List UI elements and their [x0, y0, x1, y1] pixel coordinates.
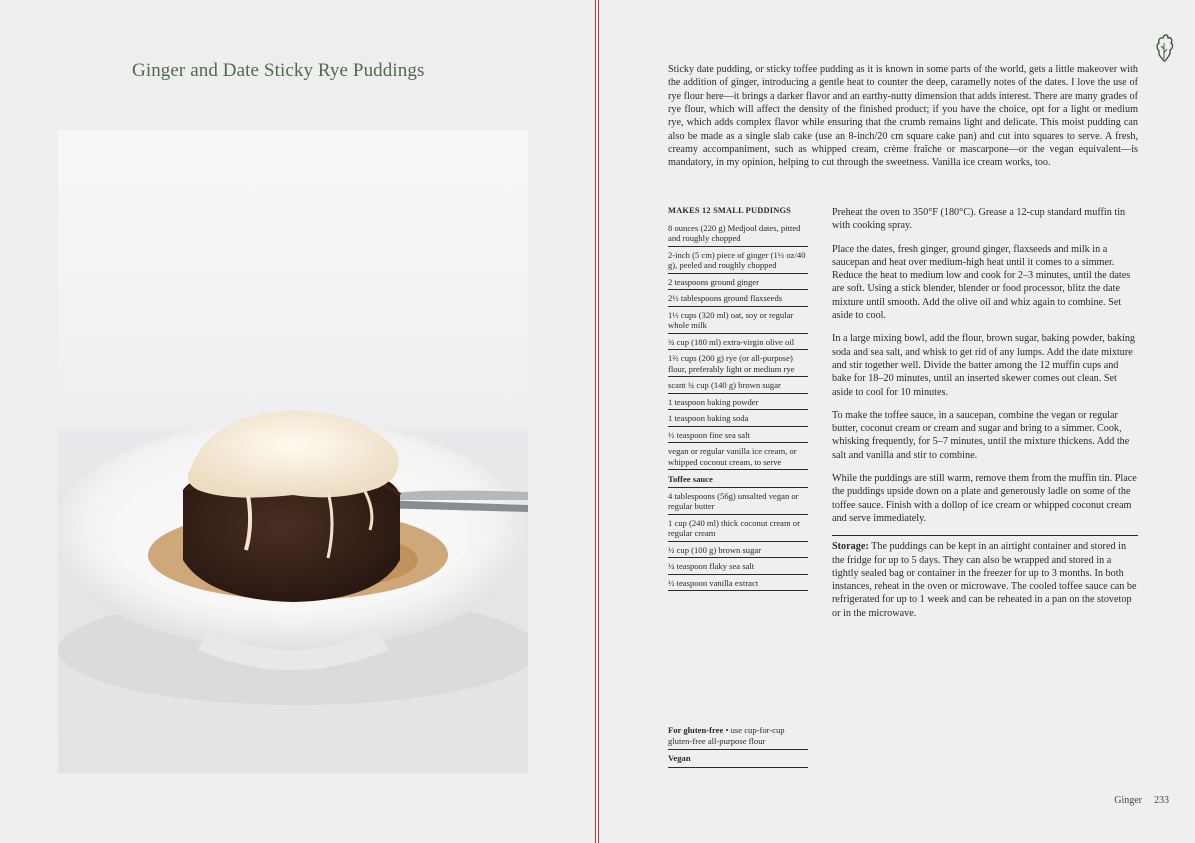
yield-heading: MAKES 12 SMALL PUDDINGS [668, 206, 792, 215]
section-name: Ginger [1114, 795, 1142, 806]
ingredient-item: 2-inch (5 cm) piece of ginger (1½ oz/40 g), peeled and roughly chopped [668, 247, 808, 274]
ingredient-item: 2 teaspoons ground ginger [668, 274, 808, 291]
ingredient-item: ¾ cup (180 ml) extra-virgin olive oil [668, 334, 808, 351]
method-step: To make the toffee sauce, in a saucepan, combine the vegan or regular butter, coconut cream or cream and sugar and bring to a simmer. Cook, whisking frequently, for 5–7 minutes, until the mixture thickens. Add the salt and vanilla and stir to combine. [832, 409, 1130, 461]
method-step: Place the dates, fresh ginger, ground ginger, flaxseeds and milk in a saucepan and heat over medium-high heat until it comes to a simmer. Reduce the heat to medium low and cook for 2–3 minutes, until the dates are soft. Using a stick blender, blender or food processor, blitz the date mixture until smooth. Add the olive oil and whiz again to combine. Set aside to cool. [832, 243, 1131, 322]
method-step: In a large mixing bowl, add the flour, brown sugar, baking powder, baking soda and sea salt, and whisk to get rid of any lumps. Add the date mixture and stir together well. Divide the batter among the 12 muffin cups and bake for 18–20 minutes, until an inserted skewer comes out clean. Set aside to cool for 10 minutes. [832, 333, 1136, 398]
pudding-photo-illustration [58, 130, 528, 773]
ingredient-item: vegan or regular vanilla ice cream, or whipped coconut cream, to serve [668, 443, 808, 470]
gluten-free-text: • use cup-for-cup gluten-free all-purpose flour [668, 725, 785, 746]
recipe-title: Ginger and Date Sticky Rye Puddings [132, 60, 425, 81]
gluten-free-note [668, 722, 808, 750]
ingredient-item: 1⅓ cups (320 ml) oat, soy or regular whole milk [668, 307, 808, 334]
sauce-ingredient-item: ¼ teaspoon flaky sea salt [668, 558, 808, 575]
storage-label: Storage: [832, 541, 869, 553]
page-folio [1102, 795, 1169, 806]
left-page [0, 0, 595, 843]
storage-text: The puddings can be kept in an airtight container and stored in the fridge for up to 5 days. They can also be wrapped and stored in a tightly sealed bag or container in the freezer for up to 3 months. In both instances, reheat in the oven or microwave. The cooled toffee sauce can be refrigerated for up to 1 week and can be reheated in a pan on the stovetop or in the microwave. [832, 541, 1137, 619]
page-number: 233 [1154, 795, 1169, 806]
ingredient-item: 8 ounces (220 g) Medjool dates, pitted and roughly chopped [668, 220, 808, 247]
ginger-root-icon [1153, 31, 1175, 63]
ingredient-item: scant ¾ cup (140 g) brown sugar [668, 377, 808, 394]
method-step: Preheat the oven to 350°F (180°C). Grease a 12-cup standard muffin tin with cooking spray. [832, 207, 1126, 232]
ingredient-item: 1⅔ cups (200 g) rye (or all-purpose) flour, preferably light or medium rye [668, 350, 808, 377]
vegan-note [668, 750, 808, 768]
ingredients-list [668, 206, 808, 591]
pudding-photo [58, 130, 528, 773]
method-step: While the puddings are still warm, remove them from the muffin tin. Place the puddings upside down on a plate and generously ladle on some of the toffee sauce. Finish with a dollop of ice cream or whipped coconut cream and serve immediately. [832, 473, 1137, 524]
ingredient-item: 1 teaspoon baking soda [668, 410, 808, 427]
gluten-free-label: For gluten-free [668, 725, 724, 735]
recipe-intro: Sticky date pudding, or sticky toffee pudding as it is known in some parts of the world, gets a little makeover with the addition of ginger, introducing a gentle heat to counter the deep, caramelly notes of the dates. I love the use of rye flour here—it brings a darker flavor and an earthy-nutty dimension that adds interest. There are many grades of rye flour, which will affect the density of the finished product; if you have the choice, opt for a light or medium rye, which adds complex flavor while ensuring that the crumb remains light and delicate. This moist pudding can also be made as a single slab cake (use an 8-inch/20 cm square cake pan) and cut into squares to serve. A fresh, creamy accompaniment, such as whipped cream, crème fraîche or mascarpone—or the vegan equivalent—is mandatory, in my opinion, helping to cut through the sweetness. Vanilla ice cream works, too. [668, 64, 1138, 169]
ingredient-item: 1 teaspoon baking powder [668, 394, 808, 411]
sauce-ingredient-item: 4 tablespoons (56g) unsalted vegan or regular butter [668, 488, 808, 515]
ingredient-item: ½ teaspoon fine sea salt [668, 427, 808, 444]
dietary-notes [668, 722, 808, 768]
method-section [832, 206, 1138, 620]
toffee-sauce-heading: Toffee sauce [668, 470, 808, 488]
sauce-ingredient-item: 1 cup (240 ml) thick coconut cream or regular cream [668, 515, 808, 542]
storage-note [832, 535, 1138, 620]
sauce-ingredient-item: ½ teaspoon vanilla extract [668, 575, 808, 592]
sauce-ingredient-item: ½ cup (100 g) brown sugar [668, 542, 808, 559]
vegan-label: Vegan [668, 753, 691, 763]
ingredient-item: 2½ tablespoons ground flaxseeds [668, 290, 808, 307]
